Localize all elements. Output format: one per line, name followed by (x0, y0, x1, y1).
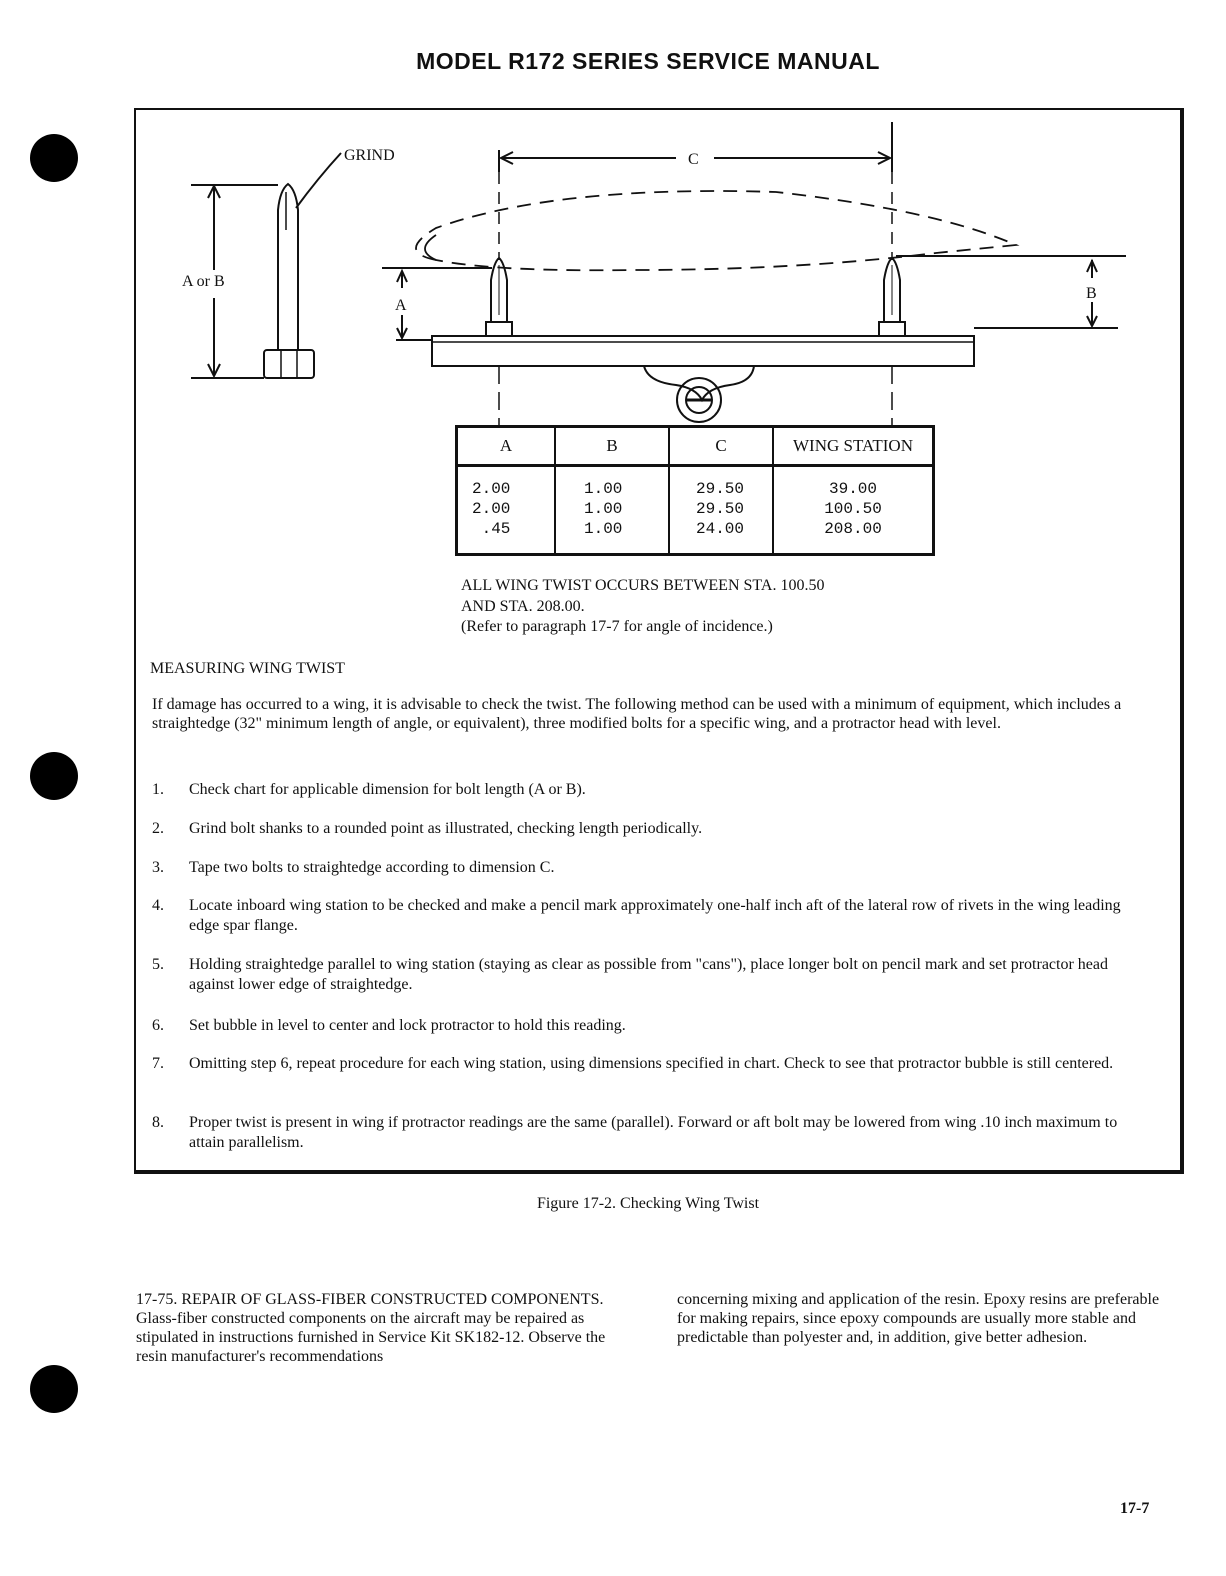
grind-leader (296, 153, 341, 208)
dimension-table (455, 425, 935, 556)
protractor-head (644, 366, 754, 422)
step-number: 5. (152, 956, 164, 973)
page-number: 17-7 (1120, 1500, 1150, 1517)
bolt-b (879, 258, 905, 336)
step-text: Holding straightedge parallel to wing station (staying as clear as possible from "cans"), place longer bolt on pencil mark and set protractor head against lower edge of straightedge. (189, 956, 1109, 993)
a-or-b-label: A or B (182, 273, 225, 290)
a-label: A (395, 297, 407, 314)
b-label: B (1086, 285, 1097, 302)
step-number: 4. (152, 897, 164, 914)
step-number: 8. (152, 1114, 164, 1131)
table-header-b: B (555, 427, 669, 466)
grind-label: GRIND (344, 147, 395, 164)
table-header-c: C (669, 427, 773, 466)
binder-hole (30, 752, 78, 800)
table-cell-b: 1.00 1.00 1.00 (555, 466, 669, 555)
binder-hole (30, 134, 78, 182)
table-header-a: A (457, 427, 556, 466)
twist-note-line-1: ALL WING TWIST OCCURS BETWEEN STA. 100.50 (461, 577, 825, 594)
figure-box (134, 108, 1184, 1174)
section-text-column-2: concerning mixing and application of the resin. Epoxy resins are preferable for making repairs, since epoxy compounds are usually more stable and predictable than polyester and, in addition, give better adhesion. (677, 1291, 1160, 1346)
step-text: Omitting step 6, repeat procedure for each wing station, using dimensions specified in chart. Check to see that protractor bubble is still centered. (189, 1055, 1114, 1072)
step-number: 6. (152, 1017, 164, 1034)
airfoil-outline (416, 191, 1016, 270)
procedure-intro: If damage has occurred to a wing, it is advisable to check the twist. The following method can be used with a minimum of equipment, which includes a straightedge (32" minimum length of angle, or equivalent), three modified bolts for a specific wing, and a protractor head with level. (152, 696, 1122, 732)
table-header-wing-station: WING STATION (773, 427, 934, 466)
step-text: Grind bolt shanks to a rounded point as illustrated, checking length periodically. (189, 820, 703, 837)
twist-note-line-2: AND STA. 208.00. (461, 598, 585, 615)
c-label: C (688, 151, 699, 168)
table-row (457, 466, 934, 555)
section-text-column-1: 17-75. REPAIR OF GLASS-FIBER CONSTRUCTED COMPONENTS. Glass-fiber constructed components on the aircraft may be repaired as stipulated in instructions furnished in Service Kit SK182-12. Observe the resin manufacturer's recommendations (136, 1291, 606, 1365)
step-number: 7. (152, 1055, 164, 1072)
table-cell-c: 29.50 29.50 24.00 (669, 466, 773, 555)
figure-caption: Figure 17-2. Checking Wing Twist (536, 1195, 760, 1212)
step-text: Tape two bolts to straightedge according to dimension C. (189, 859, 555, 876)
twist-note-line-3: (Refer to paragraph 17-7 for angle of incidence.) (461, 618, 773, 635)
straightedge (432, 336, 974, 366)
page-title: MODEL R172 SERIES SERVICE MANUAL (416, 48, 880, 74)
step-number: 2. (152, 820, 164, 837)
step-number: 3. (152, 859, 164, 876)
step-text: Set bubble in level to center and lock protractor to hold this reading. (189, 1017, 626, 1034)
step-text: Check chart for applicable dimension for bolt length (A or B). (189, 781, 586, 798)
binder-hole (30, 1365, 78, 1413)
procedure-heading: MEASURING WING TWIST (150, 660, 345, 677)
table-cell-wing-station: 39.00 100.50 208.00 (773, 466, 934, 555)
step-text: Locate inboard wing station to be checked and make a pencil mark approximately one-half inch aft of the lateral row of rivets in the wing leading edge spar flange. (189, 897, 1121, 934)
step-number: 1. (152, 781, 164, 798)
bolt-a (486, 258, 512, 336)
step-text: Proper twist is present in wing if protractor readings are the same (parallel). Forward or aft bolt may be lowered from wing .10 inch maximum to attain parallelism. (189, 1114, 1118, 1151)
table-cell-a: 2.00 2.00 .45 (457, 466, 556, 555)
modified-bolt-illustration (264, 184, 314, 378)
